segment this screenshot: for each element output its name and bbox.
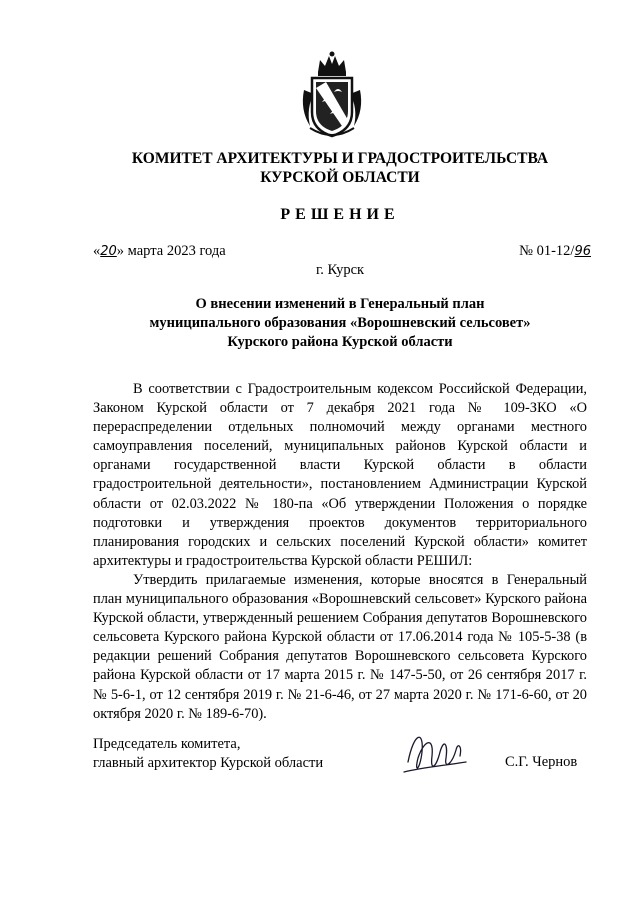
handwritten-signature xyxy=(400,722,470,782)
document-date xyxy=(93,243,226,260)
body-paragraph-1: В соответствии с Градостроительным кодексом Российской Федерации, Законом Курской области от 7 декабря 2021 года № 109-ЗКО «О перераспределении отдельных полномочий между органами местного самоуправления поселений, муниципальных районов Курской области и органами государственной власти Курской области в области градостроительной деятельности», постановлением Администрации Курской области от 02.03.2022 № 180-па «Об утверждении Положения о порядке подготовки и утверждения проектов документов территориального планирования городских и сельских поселений Курской области» комитет архитектуры и градостроительства Курской области РЕШИЛ: xyxy=(93,381,587,569)
document-type-title: РЕШЕНИЕ xyxy=(280,206,400,223)
document-city: г. Курск xyxy=(315,262,365,278)
coat-of-arms-emblem xyxy=(296,50,368,140)
signer-name: С.Г. Чернов xyxy=(505,754,578,770)
number-handwritten: 96 xyxy=(574,244,591,259)
subject-line1: О внесении изменений в Генеральный план xyxy=(195,296,485,312)
org-name-line1: КОМИТЕТ АРХИТЕКТУРЫ И ГРАДОСТРОИТЕЛЬСТВА xyxy=(131,150,549,167)
document-body xyxy=(93,380,587,724)
subject-line2: муниципального образования «Ворошневский сельсовет» xyxy=(149,315,531,331)
signatory-title-line2: главный архитектор Курской области xyxy=(93,755,324,771)
body-paragraph-2: Утвердить прилагаемые изменения, которые вносятся в Генеральный план муниципального образования «Ворошневский сельсовет» Курского района Курской области, утвержденный решением Собрания депутатов Ворошневского сельсовета Курского района Курской области от 17.06.2014 года № 105-5-38 (в редакции решений Собрания депутатов Ворошневского сельсовета Курского района Курской области от 17 марта 2015 г. № 147-5-50, от 26 сентября 2017 г. № 5-6-1, от 12 сентября 2019 г. № 21-6-46, от 27 марта 2020 г. № 171-6-60, от 20 октября 2020 г. № 189-6-70). xyxy=(93,571,587,722)
signature-mark xyxy=(400,722,470,782)
date-month-year: » марта 2023 года xyxy=(116,243,226,259)
coat-of-arms-icon xyxy=(296,50,368,140)
subject-line3: Курского района Курской области xyxy=(227,334,453,350)
number-prefix: № 01-12/ xyxy=(519,243,575,259)
org-name-line2: КУРСКОЙ ОБЛАСТИ xyxy=(260,169,420,186)
signatory-title-line1: Председатель комитета, xyxy=(93,736,241,752)
document-subject xyxy=(60,295,620,352)
date-open-quote: « xyxy=(93,243,101,259)
signatory-title xyxy=(93,735,323,773)
organization-header xyxy=(60,149,620,187)
date-day-handwritten: 20 xyxy=(100,244,117,259)
document-number xyxy=(519,243,591,260)
